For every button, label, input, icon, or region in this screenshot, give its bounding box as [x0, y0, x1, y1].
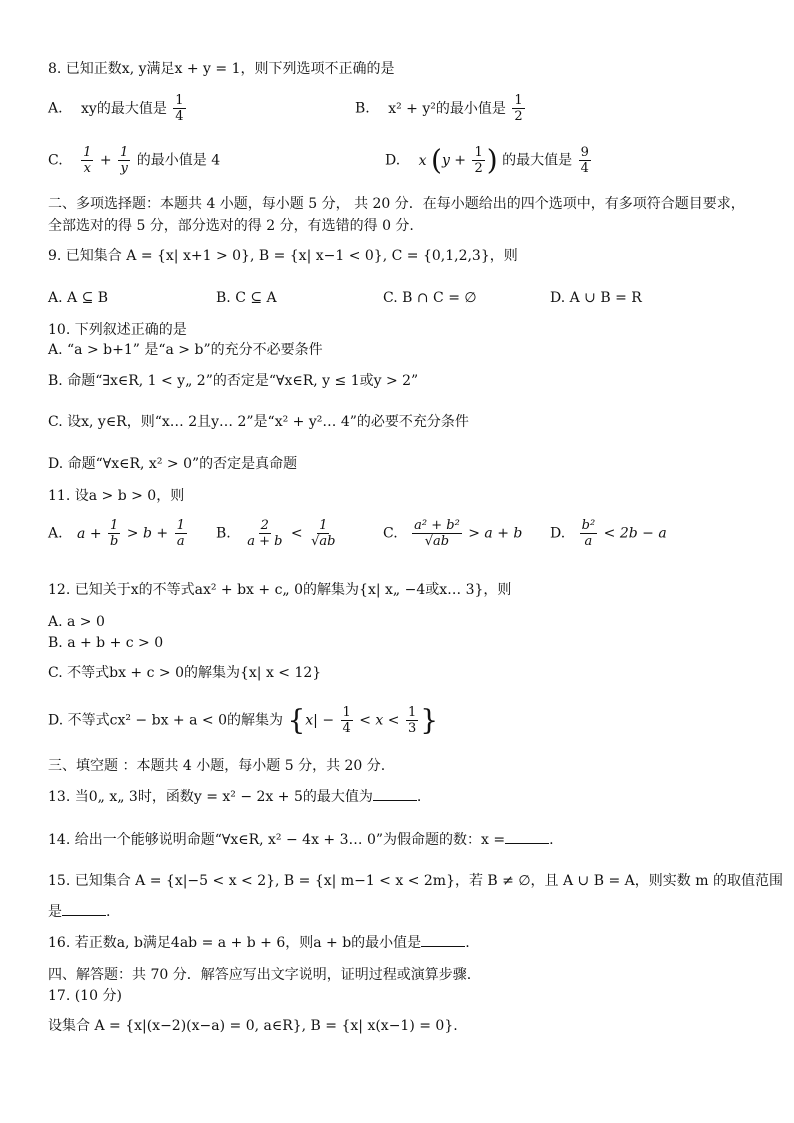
answer-blank[interactable]	[373, 788, 417, 801]
q10-option-a: A. “a > b+1” 是“a > b”的充分不必要条件	[48, 342, 323, 358]
question-text: 14. 给出一个能够说明命题“∀x∈R, x² − 4x + 3… 0”为假命题的数：x =	[48, 832, 506, 848]
fraction: $\frac{1}{2}$	[474, 145, 483, 176]
right-brace: }	[420, 703, 439, 737]
fraction: $\frac{\text{b²}}{a}$	[581, 518, 596, 549]
q10-option-b: B. 命题“∃x∈R, 1 < y„ 2”的否定是“∀x∈R, y ≤ 1或y > 2”	[48, 373, 419, 389]
period: .	[465, 935, 470, 951]
q12-option-a: A. a > 0	[48, 614, 105, 630]
fraction: $\frac{1}{x}$	[83, 145, 92, 176]
fraction: $\frac{2}{a + b}$	[247, 518, 283, 549]
answer-blank[interactable]	[62, 903, 106, 916]
fraction: $\frac{1}{4}$	[342, 705, 351, 736]
q16	[48, 934, 470, 952]
q12-option-d	[48, 705, 438, 736]
q17-body: 设集合 A = {x|(x−2)(x−a) = 0, a∈R}, B = {x| x(x−1) = 0}.	[48, 1018, 458, 1034]
q8-stem: 8. 已知正数x, y满足x + y = 1，则下列选项不正确的是	[48, 61, 395, 77]
expression: y +	[441, 152, 467, 169]
question-text: 13. 当0„ x„ 3时，函数y = x² − 2x + 5的最大值为	[48, 789, 373, 805]
option-text: x² + y²的最小值是	[388, 100, 506, 117]
expression: < x <	[359, 712, 400, 729]
plus-sign: +	[99, 152, 112, 169]
option-text: xy的最大值是	[81, 100, 167, 117]
question-text: 是	[48, 904, 62, 920]
q9-stem: 9. 已知集合 A = {x| x+1 > 0}, B = {x| x−1 < 0}, C = {0,1,2,3}，则	[48, 248, 518, 264]
option-label: A.	[48, 525, 63, 542]
q9-option-c: C. B ∩ C = ∅	[383, 290, 477, 306]
q9-option-d: D. A ∪ B = R	[550, 290, 642, 306]
q8-option-b	[355, 93, 527, 124]
option-label: A.	[48, 100, 63, 117]
fraction: $\frac{1}{√ab}$	[311, 518, 336, 549]
q13	[48, 788, 421, 806]
q8-option-d	[385, 145, 593, 176]
q8-option-a	[48, 93, 188, 124]
expression: > b +	[126, 525, 169, 542]
q11-option-b	[216, 518, 339, 549]
left-brace: {	[287, 703, 306, 737]
q12-option-b: B. a + b + c > 0	[48, 635, 164, 651]
option-label: D.	[550, 525, 566, 542]
q11-option-a	[48, 518, 189, 549]
option-label: C.	[48, 152, 63, 169]
q12-option-c: C. 不等式bx + c > 0的解集为{x| x < 12}	[48, 665, 322, 681]
expression: < 2b − a	[603, 525, 667, 542]
period: .	[106, 904, 111, 920]
expression: x| −	[305, 712, 335, 729]
fraction: $\frac{1}{2}$	[514, 93, 523, 124]
q10-stem: 10. 下列叙述正确的是	[48, 322, 187, 338]
right-paren: )	[486, 143, 498, 177]
question-text: 16. 若正数a, b满足4ab = a + b + 6，则a + b的最小值是	[48, 935, 422, 951]
fraction: $\frac{1}{4}$	[175, 93, 184, 124]
fraction: $\frac{1}{b}$	[110, 518, 119, 549]
option-text: 的最大值是	[502, 152, 573, 169]
q10-option-c: C. 设x, y∈R，则“x… 2且y… 2”是“x² + y²… 4”的必要不充分条件	[48, 414, 469, 430]
option-label: B.	[355, 100, 370, 117]
section-3-heading: 三、填空题 ：本题共 4 小题，每小题 5 分，共 20 分.	[48, 758, 386, 774]
q15-line-1: 15. 已知集合 A = {x|−5 < x < 2}, B = {x| m−1 < x < 2m}，若 B ≠ ∅，且 A ∪ B = A，则实数 m 的取值范围	[48, 873, 783, 889]
answer-blank[interactable]	[505, 831, 549, 844]
option-text: 的最小值是 4	[136, 152, 221, 169]
section-2-heading: 二、多项选择题：本题共 4 小题，每小题 5 分， 共 20 分．在每小题给出的四个选项中，有多项符合题目要求，全部选对的得 5 分，部分选对的得 2 分，有选错的得 0 分.	[48, 196, 745, 234]
left-paren: (	[431, 143, 442, 177]
q15-line-2	[48, 903, 110, 921]
fraction: $\frac{1}{y}$	[120, 145, 129, 176]
q8-option-c	[48, 145, 220, 176]
period: .	[416, 789, 422, 805]
fraction: $\frac{1}{a}$	[176, 518, 185, 549]
q10-option-d: D. 命题“∀x∈R, x² > 0”的否定是真命题	[48, 456, 298, 472]
q17-heading: 17. (10 分)	[48, 988, 122, 1004]
q11-option-c	[383, 518, 522, 549]
q9-option-b: B. C ⊆ A	[216, 290, 277, 306]
q14	[48, 831, 554, 849]
option-label: C.	[383, 525, 398, 542]
q9-option-a: A. A ⊆ B	[48, 290, 109, 306]
fraction: $\frac{\text{a² + b²}}{√ab}$	[414, 518, 460, 549]
expression: a +	[77, 525, 102, 542]
less-than: <	[290, 525, 303, 542]
period: .	[549, 832, 554, 848]
q11-option-d	[550, 518, 667, 549]
expression: > a + b	[468, 525, 523, 542]
option-label: B.	[216, 525, 231, 542]
fraction: $\frac{1}{3}$	[407, 705, 417, 736]
q12-stem: 12. 已知关于x的不等式ax² + bx + c„ 0的解集为{x| x„ −4或x… 3}，则	[48, 582, 512, 598]
option-text: D. 不等式cx² − bx + a < 0的解集为	[48, 712, 283, 729]
section-4-heading: 四、解答题：共 70 分．解答应写出文字说明，证明过程或演算步骤.	[48, 967, 472, 983]
q11-stem: 11. 设a > b > 0，则	[48, 488, 185, 504]
answer-blank[interactable]	[421, 934, 465, 947]
option-label: D.	[385, 152, 401, 169]
variable: x	[418, 152, 427, 169]
fraction: $\frac{9}{4}$	[580, 145, 589, 176]
